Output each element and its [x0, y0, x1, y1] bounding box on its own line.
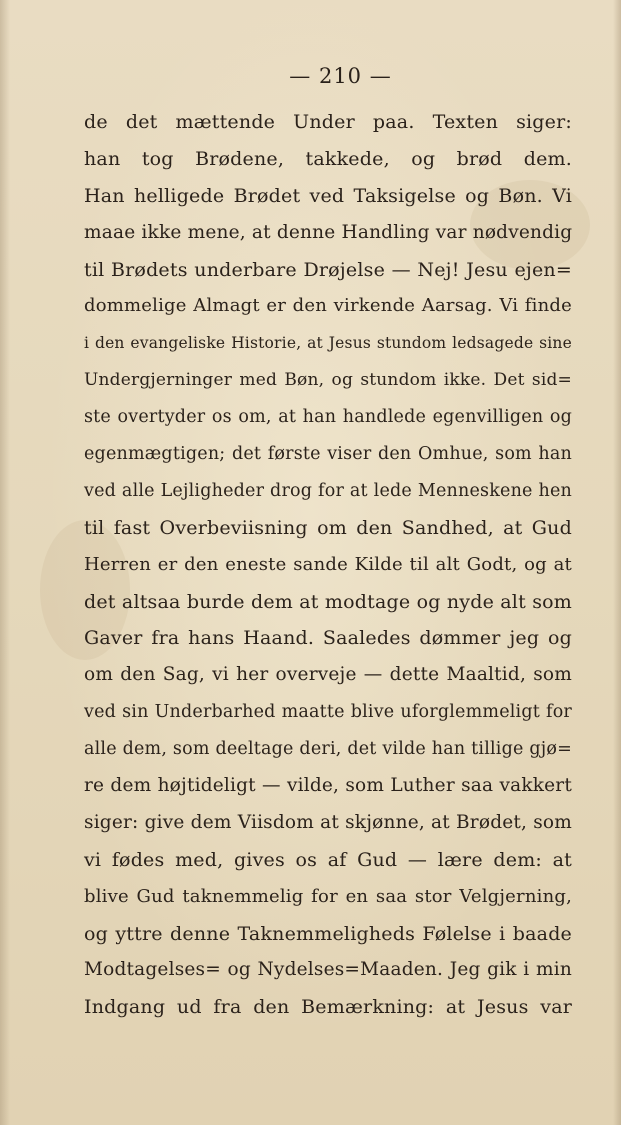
- text-line: ved alle Lejligheder drog for at lede Menneskene hen: [84, 480, 572, 501]
- text-line: Undergjerninger med Bøn, og stundom ikke. Det sid=: [84, 370, 572, 391]
- text-line: alle dem, som deeltage deri, det vilde han tillige gjø=: [84, 739, 572, 760]
- text-line: Han helligede Brødet ved Taksigelse og Bøn. Vi: [84, 184, 572, 207]
- body-text: [84, 104, 572, 1026]
- page-number: [0, 64, 621, 88]
- text-line: det altsaa burde dem at modtage og nyde alt som: [84, 590, 572, 613]
- text-line: Herren er den eneste sande Kilde til alt Godt, og at: [84, 553, 572, 575]
- page-number-text: — 210 —: [289, 64, 392, 88]
- text-line: de det mættende Under paa. Texten siger:: [84, 111, 572, 133]
- text-line: dommelige Almagt er den virkende Aarsag. Vi finde: [84, 295, 572, 317]
- text-line: maae ikke mene, at denne Handling var nødvendig: [84, 221, 573, 243]
- text-line: til Brødets underbare Drøjelse — Nej! Jesu ejen=: [84, 258, 572, 281]
- text-line: han tog Brødene, takkede, og brød dem.: [84, 147, 572, 170]
- text-line: Gaver fra hans Haand. Saaledes dømmer jeg og: [84, 627, 572, 650]
- text-line: siger: give dem Viisdom at skjønne, at Brødet, som: [84, 811, 572, 833]
- text-line: Modtagelses= og Nydelses=Maaden. Jeg gik i min: [84, 959, 572, 981]
- text-line: Indgang ud fra den Bemærkning: at Jesus var: [84, 996, 572, 1019]
- text-line: ved sin Underbarhed maatte blive uforglemmeligt for: [84, 702, 572, 723]
- page-edge-left: [0, 0, 10, 1125]
- page-edge-right: [613, 0, 621, 1125]
- text-line: i den evangeliske Historie, at Jesus stundom ledsagede sine: [84, 334, 572, 353]
- text-line: egenmægtigen; det første viser den Omhue, som han: [84, 444, 572, 465]
- text-line: ste overtyder os om, at han handlede egenvilligen og: [84, 407, 572, 428]
- text-line: til fast Overbeviisning om den Sandhed, at Gud: [84, 516, 572, 539]
- text-line: vi fødes med, gives os af Gud — lære dem: at: [84, 848, 572, 871]
- text-line: re dem højtideligt — vilde, som Luther saa vakkert: [84, 775, 572, 797]
- text-line: blive Gud taknemmelig for en saa stor Velgjerning,: [84, 885, 572, 907]
- text-line: om den Sag, vi her overveje — dette Maaltid, som: [84, 664, 572, 686]
- text-line: og yttre denne Taknemmeligheds Følelse i baade: [84, 922, 572, 945]
